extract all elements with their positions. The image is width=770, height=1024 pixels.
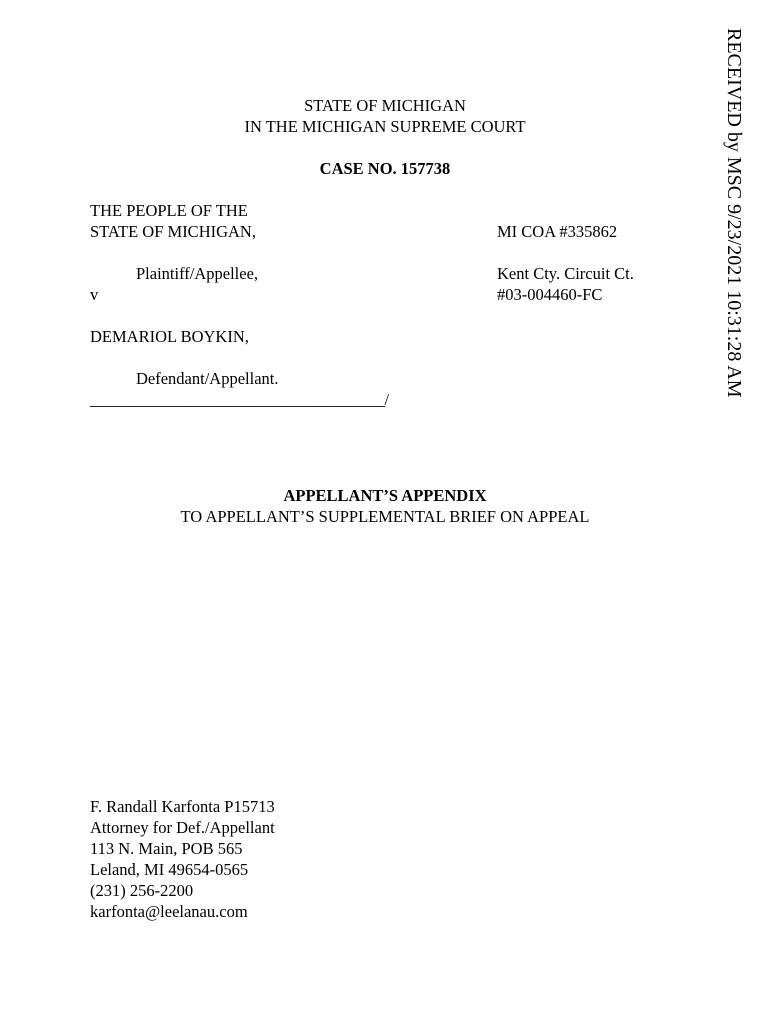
case-number: CASE NO. 157738 (319, 159, 451, 178)
caption-separator: ______________________________________/ (90, 390, 389, 409)
attorney-block (90, 796, 275, 922)
attorney-phone: (231) 256-2200 (90, 881, 194, 900)
plaintiff-role: Plaintiff/Appellee, (136, 264, 259, 283)
coa-number: MI COA #335862 (497, 222, 618, 241)
court-name-line: IN THE MICHIGAN SUPREME COURT (244, 117, 526, 136)
plaintiff-name-line2: STATE OF MICHIGAN, (90, 222, 256, 241)
circuit-court: Kent Cty. Circuit Ct. (497, 264, 634, 283)
attorney-email: karfonta@leelanau.com (90, 902, 248, 921)
attorney-address-line1: 113 N. Main, POB 565 (90, 839, 243, 858)
plaintiff-name-line1: THE PEOPLE OF THE (90, 201, 248, 220)
circuit-case-number: #03-004460-FC (497, 285, 603, 304)
attorney-role: Attorney for Def./Appellant (90, 818, 275, 837)
attorney-address-line2: Leland, MI 49654-0565 (90, 860, 249, 879)
court-state-line: STATE OF MICHIGAN (304, 96, 466, 115)
versus: v (90, 285, 99, 304)
defendant-role: Defendant/Appellant. (136, 369, 279, 388)
document-subtitle: TO APPELLANT’S SUPPLEMENTAL BRIEF ON APPEAL (180, 507, 590, 526)
defendant-name: DEMARIOL BOYKIN, (90, 327, 249, 346)
received-stamp: RECEIVED by MSC 9/23/2021 10:31:28 AM (723, 28, 745, 398)
document-title: APPELLANT’S APPENDIX (283, 486, 487, 505)
attorney-name: F. Randall Karfonta P15713 (90, 797, 275, 816)
